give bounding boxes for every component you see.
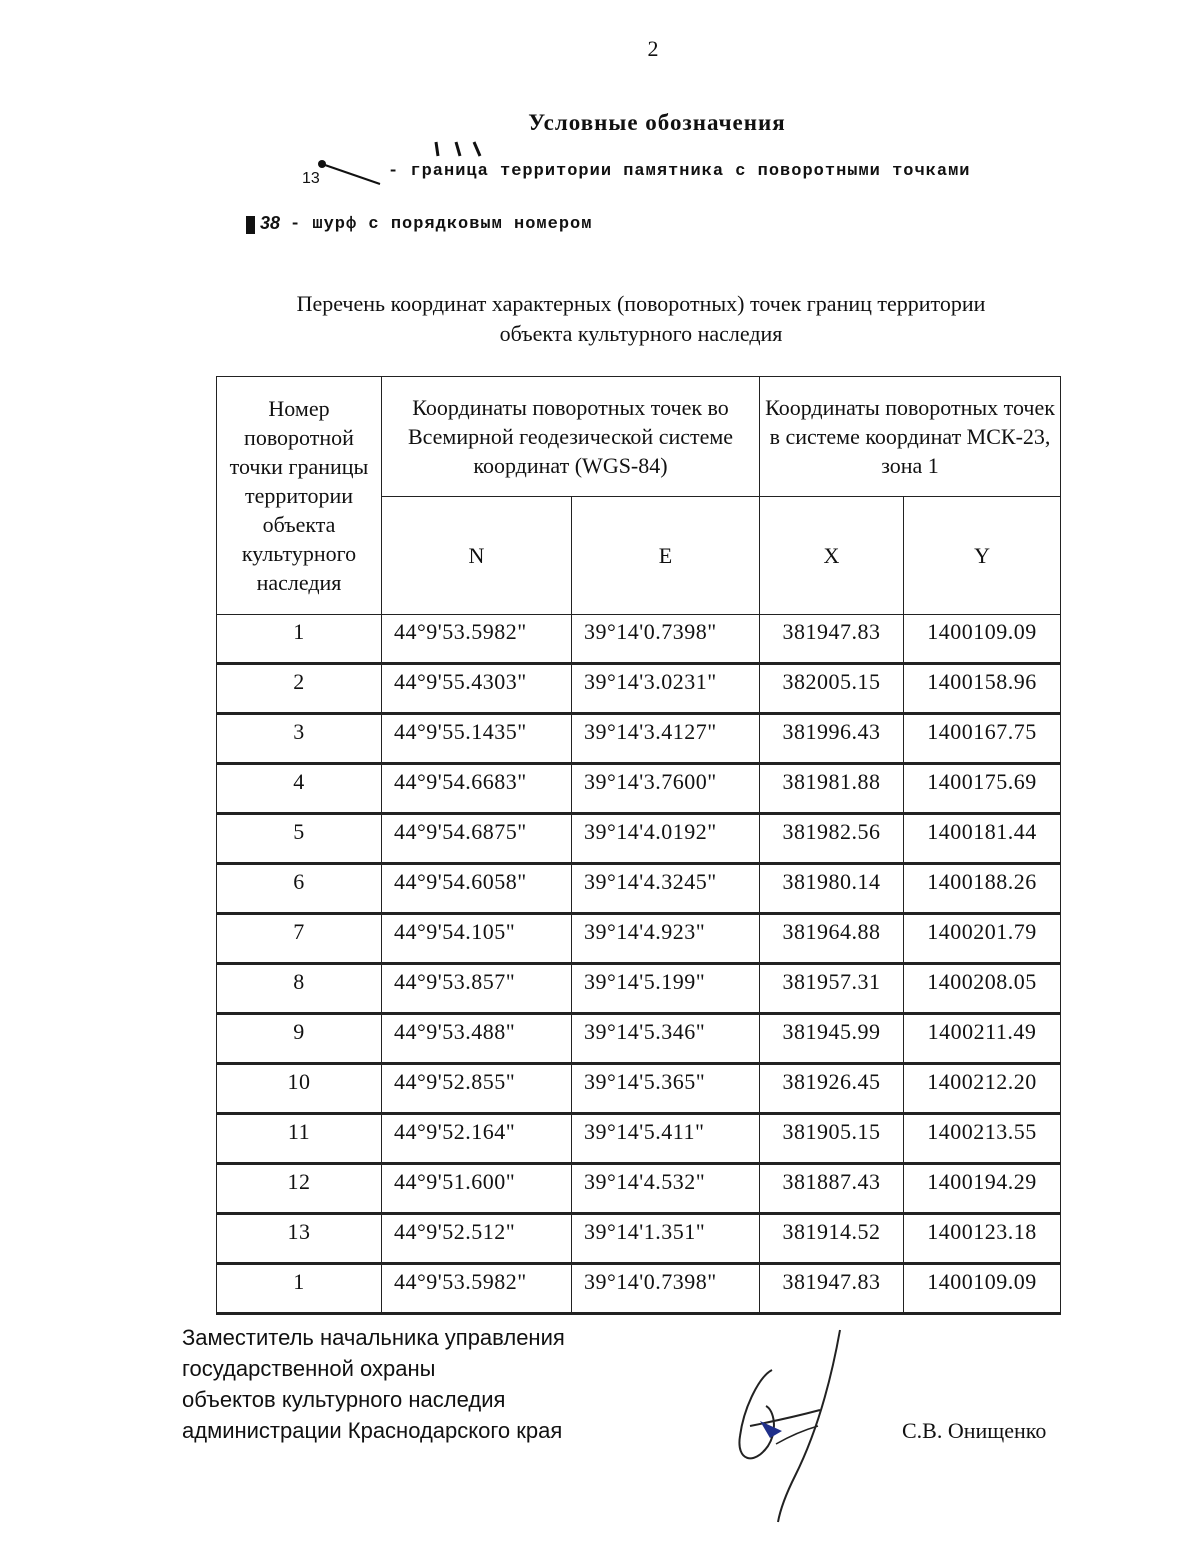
cell-point-number: 10 (217, 1064, 382, 1114)
cell-e: 39°14'0.7398" (572, 615, 760, 664)
cell-e: 39°14'5.199" (572, 964, 760, 1014)
table-row (217, 664, 1061, 714)
cell-e: 39°14'3.4127" (572, 714, 760, 764)
pit-square-icon (246, 216, 255, 234)
cell-point-number: 5 (217, 814, 382, 864)
cell-y: 1400211.49 (904, 1014, 1061, 1064)
cell-x: 381914.52 (760, 1214, 904, 1264)
hatch-marks-icon (430, 140, 490, 160)
signer-name: С.В. Онищенко (902, 1418, 1047, 1443)
cell-n: 44°9'53.488" (382, 1014, 572, 1064)
cell-point-number: 1 (217, 1264, 382, 1314)
pit-number-label: 38 (260, 213, 281, 233)
cell-y: 1400212.20 (904, 1064, 1061, 1114)
table-row (217, 1064, 1061, 1114)
cell-x: 381982.56 (760, 814, 904, 864)
cell-x: 381964.88 (760, 914, 904, 964)
cell-x: 381996.43 (760, 714, 904, 764)
handwritten-signature (720, 1326, 860, 1526)
cell-point-number: 6 (217, 864, 382, 914)
cell-x: 381945.99 (760, 1014, 904, 1064)
cell-e: 39°14'0.7398" (572, 1264, 760, 1314)
cell-y: 1400109.09 (904, 615, 1061, 664)
cell-y: 1400181.44 (904, 814, 1061, 864)
cell-point-number: 1 (217, 615, 382, 664)
cell-y: 1400208.05 (904, 964, 1061, 1014)
cell-point-number: 3 (217, 714, 382, 764)
cell-e: 39°14'5.365" (572, 1064, 760, 1114)
cell-e: 39°14'3.0231" (572, 664, 760, 714)
table-row (217, 864, 1061, 914)
legend-title: Условные обозначения (528, 110, 786, 135)
cell-n: 44°9'52.855" (382, 1064, 572, 1114)
table-row (217, 1264, 1061, 1314)
list-heading-line2: объекта культурного наследия (499, 321, 783, 346)
list-heading (0, 289, 1200, 349)
cell-e: 39°14'4.923" (572, 914, 760, 964)
cell-x: 381980.14 (760, 864, 904, 914)
table-row (217, 1114, 1061, 1164)
cell-y: 1400213.55 (904, 1114, 1061, 1164)
signer-position (182, 1322, 565, 1446)
table-row (217, 714, 1061, 764)
cell-y: 1400167.75 (904, 714, 1061, 764)
signer-line4: администрации Краснодарского края (182, 1418, 563, 1443)
cell-point-number: 2 (217, 664, 382, 714)
cell-point-number: 4 (217, 764, 382, 814)
cell-n: 44°9'54.6683" (382, 764, 572, 814)
header-point-number: Номер поворотной точки границы территории объекта культурного наследия (217, 377, 382, 615)
cell-y: 1400109.09 (904, 1264, 1061, 1314)
table-row (217, 615, 1061, 664)
cell-n: 44°9'53.5982" (382, 1264, 572, 1314)
cell-n: 44°9'54.105" (382, 914, 572, 964)
cell-x: 381947.83 (760, 615, 904, 664)
signer-line3: объектов культурного наследия (182, 1387, 506, 1412)
coordinates-table (216, 376, 1061, 1315)
cell-x: 381887.43 (760, 1164, 904, 1214)
cell-x: 381905.15 (760, 1114, 904, 1164)
cell-y: 1400194.29 (904, 1164, 1061, 1214)
cell-point-number: 11 (217, 1114, 382, 1164)
header-e: E (572, 497, 760, 615)
header-msk23: Координаты поворотных точек в системе координат МСК-23, зона 1 (760, 377, 1061, 497)
cell-n: 44°9'52.164" (382, 1114, 572, 1164)
cell-e: 39°14'4.0192" (572, 814, 760, 864)
table-row (217, 1214, 1061, 1264)
cell-e: 39°14'4.3245" (572, 864, 760, 914)
list-heading-line1: Перечень координат характерных (поворотных) точек границ территории (296, 291, 986, 316)
cell-y: 1400201.79 (904, 914, 1061, 964)
table-row (217, 1014, 1061, 1064)
cell-n: 44°9'55.4303" (382, 664, 572, 714)
cell-e: 39°14'1.351" (572, 1214, 760, 1264)
cell-e: 39°14'4.532" (572, 1164, 760, 1214)
page-number: 2 (647, 36, 659, 61)
table-row (217, 964, 1061, 1014)
cell-point-number: 8 (217, 964, 382, 1014)
header-n: N (382, 497, 572, 615)
table-body (217, 615, 1061, 1314)
cell-n: 44°9'51.600" (382, 1164, 572, 1214)
cell-point-number: 13 (217, 1214, 382, 1264)
cell-x: 381947.83 (760, 1264, 904, 1314)
cell-n: 44°9'53.857" (382, 964, 572, 1014)
header-y: Y (904, 497, 1061, 615)
table-row (217, 764, 1061, 814)
cell-n: 44°9'54.6058" (382, 864, 572, 914)
cell-e: 39°14'5.411" (572, 1114, 760, 1164)
cell-point-number: 9 (217, 1014, 382, 1064)
cell-x: 381926.45 (760, 1064, 904, 1114)
signer-line1: Заместитель начальника управления (182, 1325, 565, 1350)
legend-pit-text: - шурф с порядковым номером (290, 215, 593, 234)
cell-point-number: 12 (217, 1164, 382, 1214)
boundary-point-label: 13 (302, 170, 320, 187)
cell-x: 382005.15 (760, 664, 904, 714)
legend-boundary-text: - граница территории памятника с поворотными точками (388, 162, 971, 181)
cell-e: 39°14'3.7600" (572, 764, 760, 814)
cell-n: 44°9'52.512" (382, 1214, 572, 1264)
cell-n: 44°9'53.5982" (382, 615, 572, 664)
signer-line2: государственной охраны (182, 1356, 436, 1381)
cell-point-number: 7 (217, 914, 382, 964)
table-row (217, 1164, 1061, 1214)
cell-y: 1400188.26 (904, 864, 1061, 914)
cell-n: 44°9'54.6875" (382, 814, 572, 864)
cell-y: 1400175.69 (904, 764, 1061, 814)
table-row (217, 814, 1061, 864)
cell-x: 381981.88 (760, 764, 904, 814)
cell-x: 381957.31 (760, 964, 904, 1014)
header-wgs84: Координаты поворотных точек во Всемирной геодезической системе координат (WGS-84) (382, 377, 760, 497)
table-row (217, 914, 1061, 964)
cell-y: 1400123.18 (904, 1214, 1061, 1264)
cell-e: 39°14'5.346" (572, 1014, 760, 1064)
header-x: X (760, 497, 904, 615)
cell-y: 1400158.96 (904, 664, 1061, 714)
cell-n: 44°9'55.1435" (382, 714, 572, 764)
